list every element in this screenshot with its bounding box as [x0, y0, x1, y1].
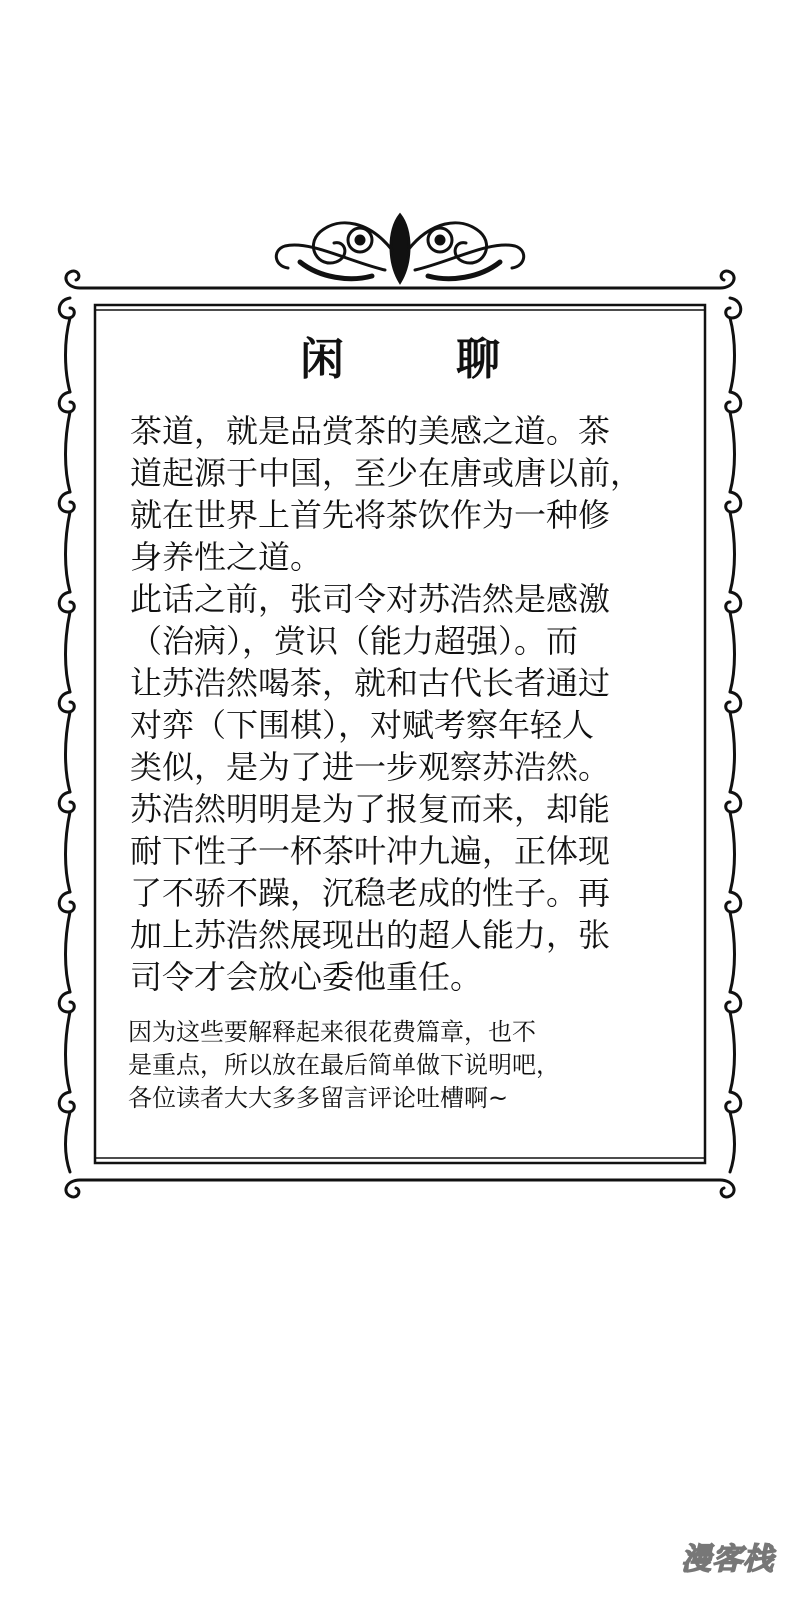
body-line: 道起源于中国，至少在唐或唐以前，: [130, 454, 643, 492]
body-line: 司令才会放心委他重任。: [130, 958, 483, 996]
body-line: 类似，是为了进一步观察苏浩然。: [130, 748, 611, 786]
body-paragraph: [130, 410, 660, 998]
body-line: 耐下性子一杯茶叶冲九遍，正体现: [130, 832, 611, 870]
watermark-logo: 漫客栈: [681, 1542, 774, 1577]
body-line: 让苏浩然喝茶，就和古代长者通过: [130, 664, 611, 702]
page-title: [0, 330, 800, 390]
body-line: 对弈（下围棋），对赋考察年轻人: [130, 706, 595, 744]
author-note: [128, 1016, 668, 1115]
note-line: 因为这些要解释起来很花费篇章，也不: [128, 1018, 536, 1046]
body-line: 苏浩然明明是为了报复而来，却能: [130, 790, 611, 828]
note-line: 是重点，所以放在最后简单做下说明吧，: [128, 1051, 560, 1079]
body-line: 身养性之道。: [130, 538, 323, 576]
body-line: 加上苏浩然展现出的超人能力，张: [130, 916, 611, 954]
right-scroll-border: [726, 298, 741, 1172]
body-line: 茶道，就是品赏茶的美感之道。茶: [130, 412, 611, 450]
body-line: （治病），赏识（能力超强）。而: [130, 622, 579, 660]
body-line: 了不骄不躁，沉稳老成的性子。再: [130, 874, 611, 912]
top-flourish-icon: [276, 215, 523, 282]
left-scroll-border: [59, 298, 74, 1172]
title-char-1: 闲: [300, 334, 344, 385]
body-line: 此话之前，张司令对苏浩然是感激: [130, 580, 611, 618]
title-char-2: 聊: [456, 334, 500, 385]
body-line: 就在世界上首先将茶饮作为一种修: [130, 496, 611, 534]
note-line: 各位读者大大多多留言评论吐槽啊~: [128, 1084, 509, 1112]
